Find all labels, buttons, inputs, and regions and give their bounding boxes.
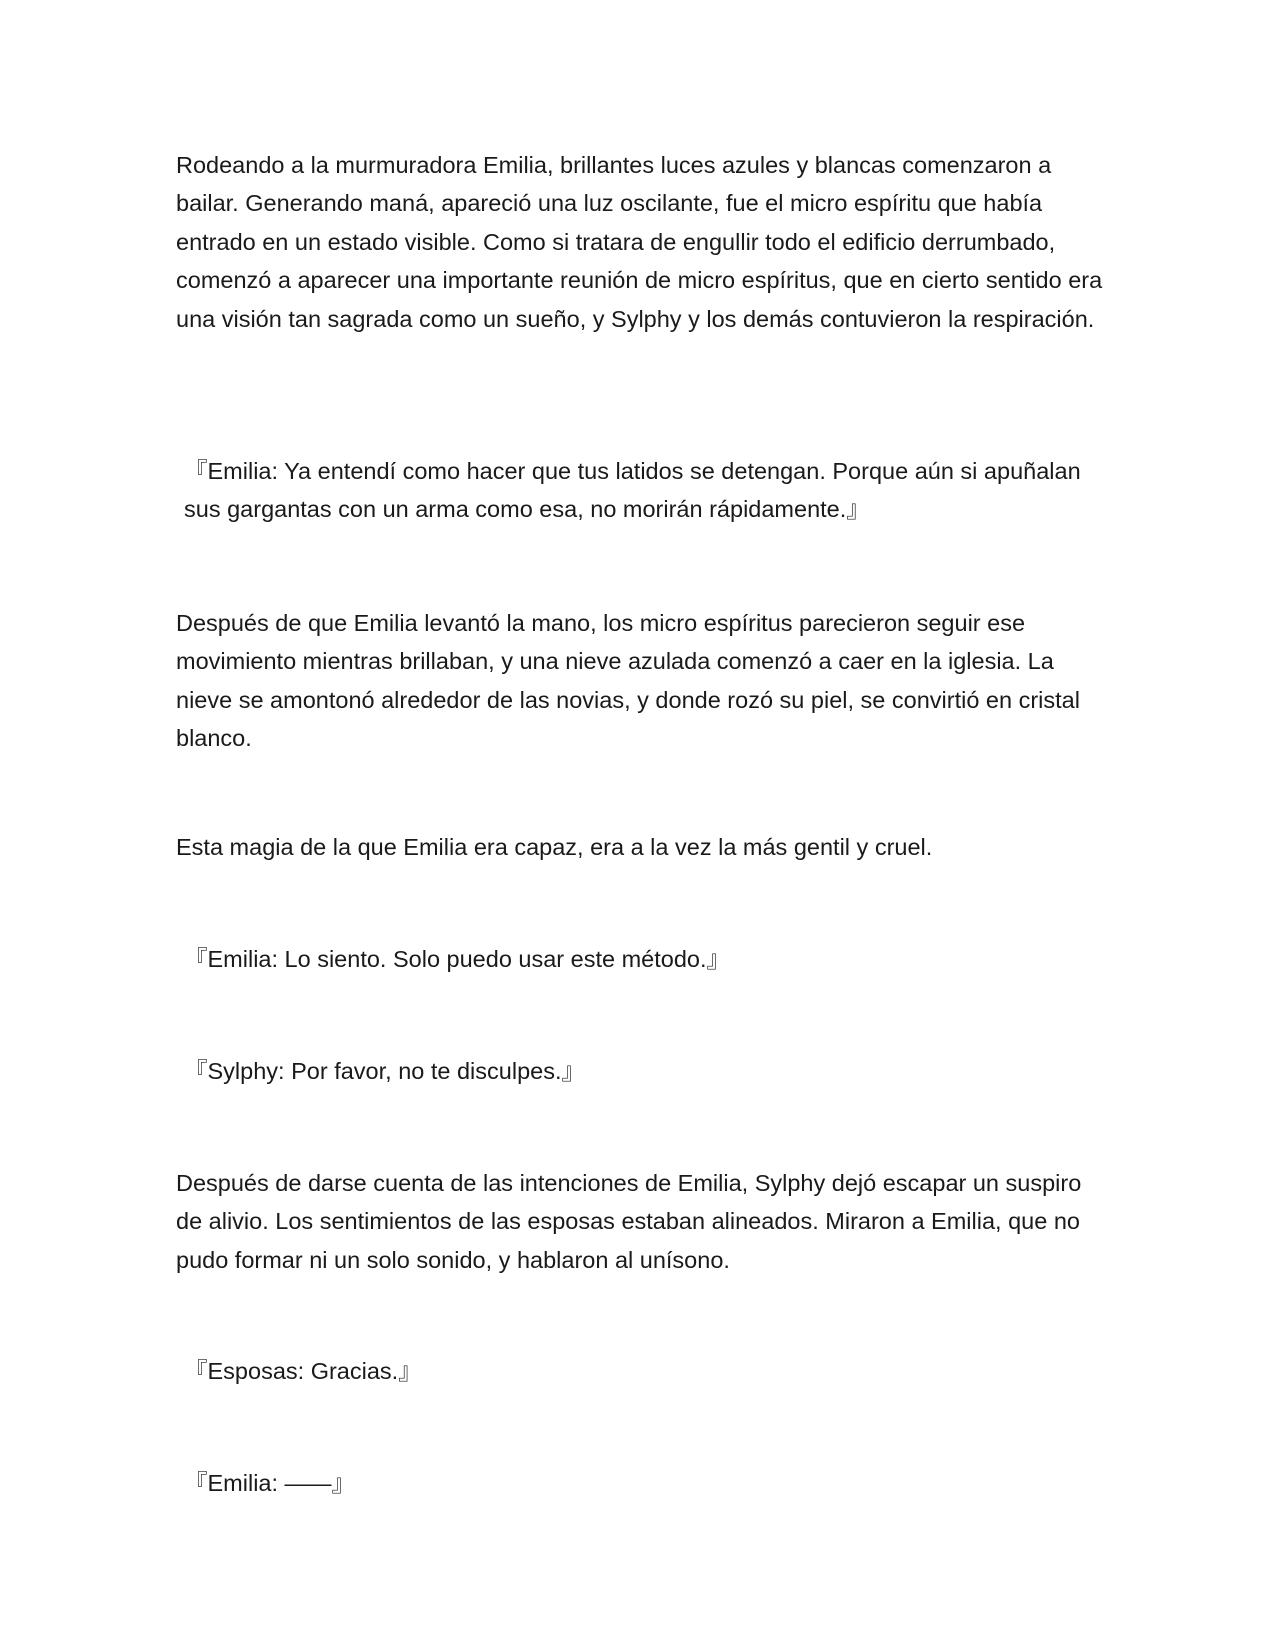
narration-paragraph: Después de darse cuenta de las intenciones de Emilia, Sylphy dejó escapar un suspiro de alivio. Los sentimientos de las esposas estaban alineados. Miraron a Emilia, que no pudo formar ni un solo sonido, y hablaron al unísono. <box>176 1170 1082 1273</box>
narration-paragraph: Esta magia de la que Emilia era capaz, era a la vez la más gentil y cruel. <box>176 834 933 860</box>
dialogue-line: 『Sylphy: Por favor, no te disculpes.』 <box>184 1058 585 1084</box>
dialogue-line: 『Esposas: Gracias.』 <box>184 1358 422 1384</box>
dialogue-line: 『Emilia: ——』 <box>184 1470 356 1496</box>
narration-paragraph: Después de que Emilia levantó la mano, los micro espíritus parecieron seguir ese movimiento mientras brillaban, y una nieve azulada comenzó a caer en la iglesia. La nieve se amontonó alrededor de las novias, y donde rozó su piel, se convirtió en cristal blanco. <box>176 610 1080 752</box>
dialogue-line: 『Emilia: Ya entendí como hacer que tus latidos se detengan. Porque aún si apuñalan sus gargantas con un arma como esa, no morirán rápidamente.』 <box>184 458 1081 523</box>
narration-paragraph: Rodeando a la murmuradora Emilia, brillantes luces azules y blancas comenzaron a bailar. Generando maná, apareció una luz oscilante, fue el micro espíritu que había entrado en un estado visible. Como si tratara de engullir todo el edificio derrumbado, comenzó a aparecer una importante reunión de micro espíritus, que en cierto sentido era una visión tan sagrada como un sueño, y Sylphy y los demás contuvieron la respiración. <box>176 152 1103 332</box>
dialogue-line: 『Emilia: Lo siento. Solo puedo usar este método.』 <box>184 946 731 972</box>
